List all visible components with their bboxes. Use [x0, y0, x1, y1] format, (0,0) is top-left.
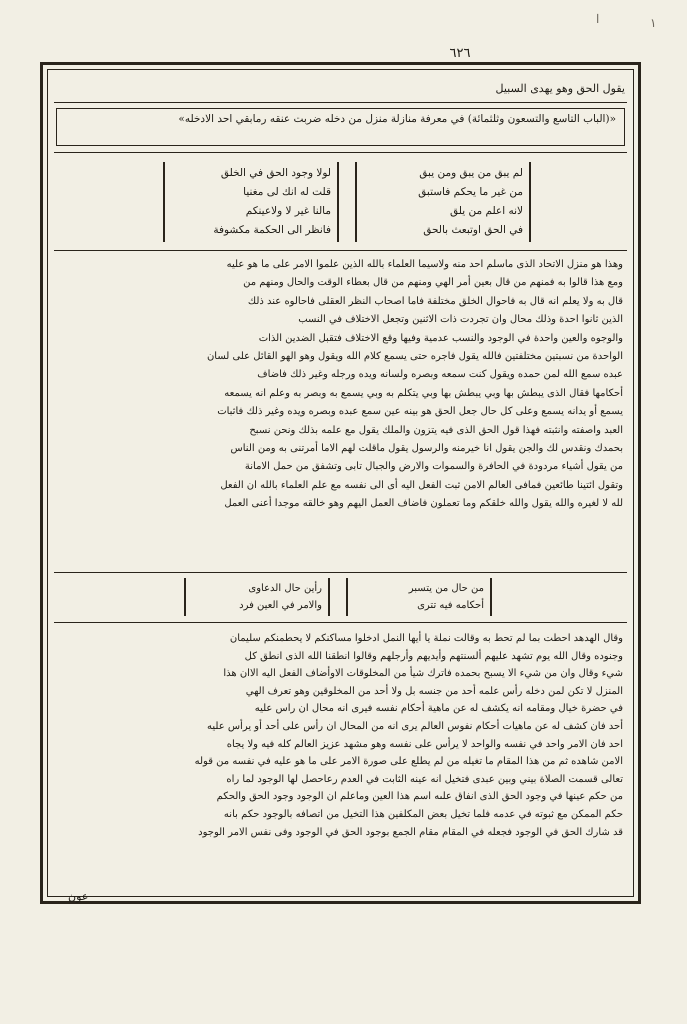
margin-mark: ا: [596, 12, 600, 26]
verse-line: لم يبق من يبق ومن يبق: [419, 167, 523, 179]
page-frame: [40, 62, 641, 904]
verse-line: لولا وجود الحق في الخلق: [220, 167, 331, 179]
page-number: ٦٢٦: [449, 46, 471, 61]
verse-line: والامر في العين فرد: [239, 600, 322, 611]
text-line: وجنوده وقال الله يوم تشهد عليهم ألسنتهم وأيديهم وأرجلهم وقالوا انطقنا الله الذى انطق كل: [244, 650, 623, 662]
poem-right-column: [163, 162, 339, 242]
poem-left-column: [355, 162, 531, 242]
verse-line: في الحق اوتبعث بالحق: [423, 224, 523, 236]
text-line: عبده سمع الله لمن حمده ويقول كنت سمعه وبصره ولسانه ويده ورجله وغير ذلك فاضاف: [257, 369, 623, 381]
verse-line: قلت له انك لى مغنيا: [243, 186, 331, 198]
verse-line: من غير ما يحكم فاستبق: [418, 186, 523, 198]
verse-line: لانه اعلم من يلق: [450, 205, 523, 217]
text-line: لله لا لغيره والله يقول والله خلقكم وما تعملون فاضاف العمل اليهم وهو خالقه موجدا أعنى العمل: [224, 498, 623, 510]
text-line: قال به ولا يعلم انه قال به فاحوال الخلق مختلفة فاما اصحاب النظر العقلى فاحالوه عند ذلك: [247, 295, 623, 307]
verse-line: رأين حال الدعاوى: [248, 583, 322, 594]
verse-line: أحكامه فيه تترى: [417, 600, 484, 611]
text-line: أحكامها فقال الذى يبطش بها وبي يبطش بها وبي يتكلم به وبي يسمع به وبصر به وعلم انه يسمعه: [224, 387, 623, 399]
chapter-title: «(الباب التاسع والتسعون وثلثمائة) في معرفة منازلة منزل من دخله ضربت عنقه رمابقي احد الادخله»: [56, 108, 625, 146]
header-rule: [54, 102, 627, 103]
poem-left-column: [346, 578, 492, 616]
text-line: من يقول أشياء مردودة في الحافرة والسموات والارض والجبال تابى وتشفق من حمل الامانة: [244, 461, 623, 473]
divider: [54, 152, 627, 153]
poem-block-1: [152, 162, 542, 242]
text-line: احد فان الامر واحد في نفسه والواحد لا يرأس على نفسه وهو مشهد عزيز العالم كله فيه ولا يجاه: [226, 738, 623, 750]
body-text-1: [58, 256, 623, 568]
text-line: أحد فان كشف له عن ماهيات أحكام نفوس العالم يرى انه من المحال ان رأس على أحد أو يرأس عليه: [207, 720, 623, 732]
text-line: وهذا هو منزل الاتحاد الذى ماسلم احد منه ولاسيما العلماء بالله الذين علموا الامر على ما هو عليه: [226, 259, 623, 270]
running-header: يقول الحق وهو يهدى السبيل: [495, 82, 625, 95]
text-line: بحمدك ونقدس لك والجن يقول انا خيرمنه والرسول يقول ماقلت لهم الاما أمرتنى به ومن الناس: [230, 443, 623, 455]
divider: [54, 622, 627, 623]
text-line: ومع هذا قالوا به فمنهم من قال بعين أمر الهي ومنهم من قال بعطاء الوقت والحال ومنهم من: [243, 277, 623, 289]
poem-block-2: [178, 578, 498, 616]
text-line: حكم الممكن مع ثبوته في عدمه فلما تخيل بعض المكلفين هذا التخيل من اتصافه بالوجود حكم بانه: [223, 808, 623, 820]
verse-line: فانظر الى الحكمة مكشوفة: [213, 224, 331, 236]
text-line: تعالى قسمت الصلاة بيني وبين عبدى فتخيل انه عينه الثابت في العدم رعاحصل لها الوجود لما راه: [226, 773, 623, 785]
divider: [54, 572, 627, 573]
text-line: الواحدة من نسبتين مختلفتين فالله يقول فاجره حتى يسمع كلام الله ويقول وهو الهو القائل على لسان: [206, 351, 623, 363]
text-line: قد شارك الحق في الوجود فجعله في المقام مقام الجمع بوجود الحق في الوجود وفى نفس الامر الوجود: [198, 826, 623, 838]
verse-line: مالنا غير لا ولاعينكم: [245, 205, 331, 217]
catchword: عون: [68, 890, 89, 903]
text-line: من حكم عينها في وجود الحق الذى انفاق علىه اسم هذا العين وماعلم ان الوجود وجود الحق والحكم: [216, 791, 623, 803]
text-line: العبد واصفته وانثبته فهذا قول الحق الذى فيه يتزون والملك يقول مع علمه بذلك ونحن نسبح: [249, 424, 623, 436]
text-line: يسمع أو يدانه يسمع وعلى كل حال جعل الحق هو بينه عين سمع عبده وبصره ويده وغير ذلك فاثبات: [217, 406, 623, 418]
verse-line: من حال من يتسبر: [408, 583, 484, 594]
text-line: الذين ثانوا احدة وذلك محال وان تجردت ذات الاثنين وتجعل الاختلاف في النسب: [298, 314, 623, 326]
text-line: شيء وقال وان من شيء الا يسبح بحمده فاترك شيأ من المخلوقات الاوأضاف الفعل اليه الاان هذا: [223, 668, 623, 680]
divider: [54, 250, 627, 251]
text-line: المنزل لا تكن لمن دخله رأس علمه أحد من جنسه بل ولا أحد من المخلوقين وهو تعرف الهي: [245, 685, 623, 697]
text-line: وتقول ائتينا طائعين فمافى العالم الامن ثبت الفعل اليه أى الى نفسه مع علم العلماء بالله ان الفعل: [220, 479, 623, 491]
text-line: الامن شاهده ثم من هذا المقام ما تغيله من لم يطلع على صورة الامر على ما هو عليه في نفسه من قوله: [194, 756, 623, 768]
poem-right-column: [184, 578, 330, 616]
body-text-2: [58, 630, 623, 900]
margin-mark: ١: [650, 16, 657, 30]
text-line: في حضرة خيال ومقامه انه يكشف له عن ماهية أحكام نفسه فيرى انه محال ان راس عليه: [254, 703, 623, 715]
text-line: وقال الهدهد احطت بما لم تحط به وقالت نملة يا أيها النمل ادخلوا مساكنكم لا يحطمنكم سليمان: [229, 633, 623, 644]
text-line: والوجوه والعين واحدة في الوجود والنسب عدمية وفيها وقع الاختلاف فتقبل الضدين الذات: [258, 332, 623, 344]
inner-frame: [47, 69, 634, 897]
